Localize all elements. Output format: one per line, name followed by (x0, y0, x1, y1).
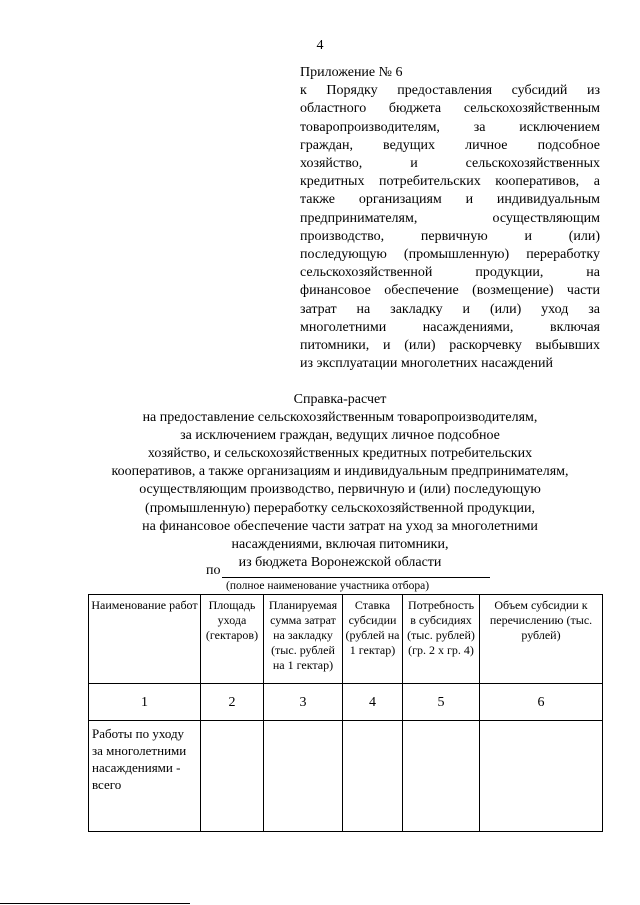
document-title: Справка-расчет (293, 392, 387, 407)
header-cell: Ставка субсидии (рублей на 1 гектар) (343, 595, 403, 684)
page-number: 4 (316, 38, 324, 53)
appendix-line: кредитных потребительских кооперативов, а (300, 174, 600, 190)
table-row (89, 721, 603, 832)
column-number: 3 (264, 684, 343, 721)
subsidy-amount-cell[interactable] (480, 721, 603, 832)
appendix-line: из эксплуатации многолетних насаждений (300, 356, 553, 372)
appendix-line: товаропроизводителям, за исключением (300, 119, 600, 135)
po-label: по (206, 563, 221, 578)
heading-line: осуществляющим производство, первичную и (или) последующую (139, 482, 541, 498)
appendix-line: многолетними насаждениями, включая (300, 319, 600, 335)
column-number: 6 (480, 684, 603, 721)
column-number: 5 (403, 684, 480, 721)
appendix-block (300, 64, 600, 373)
appendix-line: областного бюджета сельскохозяйственным (300, 101, 600, 117)
calculation-table (88, 594, 603, 832)
heading-line: хозяйство, и сельскохозяйственных кредитных потребительских (147, 446, 533, 462)
heading-line: за исключением граждан, ведущих личное подсобное (180, 428, 500, 444)
header-cell: Объем субсидии к перечислению (тыс. рублей) (480, 595, 603, 684)
heading-line: насаждениями, включая питомники, (231, 536, 449, 552)
document-heading (60, 391, 620, 572)
column-number: 4 (343, 684, 403, 721)
participant-name-field[interactable] (222, 577, 490, 578)
planned-cost-cell[interactable] (264, 721, 343, 832)
appendix-line: питомники, и (или) раскорчевку выбывших (300, 338, 600, 354)
row-label: Работы по уходу за многолетними насаждениями - всего (89, 721, 201, 832)
appendix-line: к Порядку предоставления субсидий из (300, 83, 600, 99)
appendix-line: также организациям и индивидуальным (300, 192, 600, 208)
header-cell: Наименование работ (89, 595, 201, 684)
appendix-line: хозяйство, и сельскохозяйственных (300, 156, 600, 172)
appendix-line: сельскохозяйственной продукции, на (300, 265, 600, 281)
appendix-line: производство, первичную и (или) (300, 228, 600, 244)
column-number-row (89, 684, 603, 721)
header-cell: Потребность в субсидиях (тыс. рублей) (гр. 2 х гр. 4) (403, 595, 480, 684)
appendix-line: затрат на закладку и (или) уход за (300, 301, 600, 317)
appendix-line: граждан, ведущих личное подсобное (300, 137, 600, 153)
appendix-title: Приложение № 6 (300, 65, 403, 80)
subsidy-rate-cell[interactable] (343, 721, 403, 832)
area-cell[interactable] (201, 721, 264, 832)
header-cell: Планируемая сумма затрат на закладку (тыс. рублей на 1 гектар) (264, 595, 343, 684)
appendix-line: предпринимателям, осуществляющим (300, 210, 600, 226)
table-header-row (89, 595, 603, 684)
heading-line: (промышленную) переработку сельскохозяйственной продукции, (145, 500, 535, 516)
appendix-line: последующую (промышленную) переработку (300, 247, 600, 263)
header-cell: Площадь ухода (гектаров) (201, 595, 264, 684)
subsidy-need-cell[interactable] (403, 721, 480, 832)
column-number: 2 (201, 684, 264, 721)
footer-rule (0, 903, 190, 904)
heading-line: из бюджета Воронежской области (238, 554, 442, 570)
column-number: 1 (89, 684, 201, 721)
appendix-line: финансовое обеспечение (возмещение) части (300, 283, 600, 299)
heading-line: на финансовое обеспечение части затрат на уход за многолетними (142, 518, 538, 534)
heading-line: на предоставление сельскохозяйственным товаропроизводителям, (142, 410, 538, 426)
po-caption: (полное наименование участника отбора) (226, 580, 430, 592)
heading-line: кооперативов, а также организациям и индивидуальным предпринимателям, (111, 464, 569, 480)
